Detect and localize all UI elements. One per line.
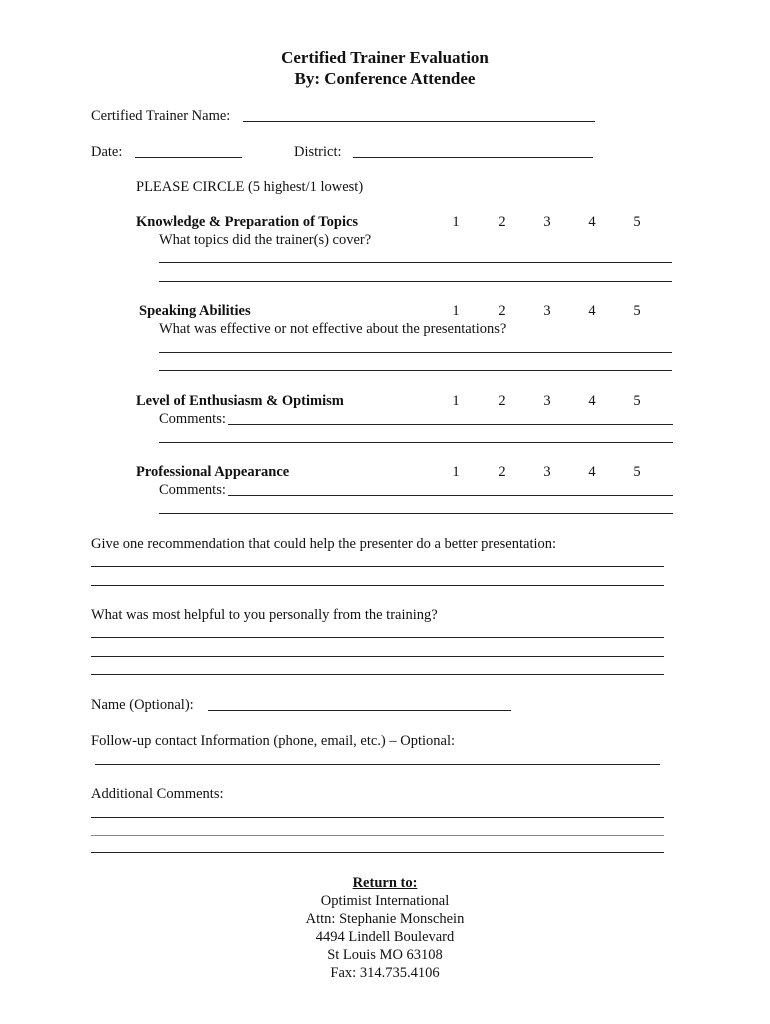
return-heading: [0, 874, 770, 892]
rating-title-appearance: Professional Appearance: [136, 464, 290, 480]
answer-line[interactable]: [91, 835, 664, 836]
answer-line[interactable]: [91, 637, 664, 638]
rating-title-speaking: Speaking Abilities: [139, 303, 251, 319]
rating-option[interactable]: 4: [588, 214, 596, 230]
district-label: District:: [294, 144, 342, 160]
answer-line[interactable]: [91, 852, 664, 853]
rating-option[interactable]: 2: [498, 303, 506, 319]
answer-line[interactable]: [91, 674, 664, 675]
return-city: St Louis MO 63108: [327, 947, 443, 963]
rating-option[interactable]: 4: [588, 303, 596, 319]
rating-option[interactable]: 5: [633, 303, 641, 319]
rating-option[interactable]: 3: [543, 464, 551, 480]
rating-option[interactable]: 2: [498, 393, 506, 409]
rating-option[interactable]: 1: [452, 303, 460, 319]
rating-comments-enthusiasm: Comments:: [159, 411, 226, 427]
comment-line[interactable]: [228, 424, 673, 425]
rating-question-speaking: What was effective or not effective about the presentations?: [159, 321, 507, 337]
name-optional-field[interactable]: [208, 710, 511, 711]
answer-line[interactable]: [91, 817, 664, 818]
followup-field[interactable]: [95, 764, 660, 765]
answer-line[interactable]: [159, 352, 672, 353]
most-helpful-question: What was most helpful to you personally from the training?: [91, 607, 438, 623]
date-field[interactable]: [135, 157, 242, 158]
recommendation-question: Give one recommendation that could help the presenter do a better presentation:: [91, 536, 557, 552]
rating-option[interactable]: 2: [498, 464, 506, 480]
trainer-name-label: Certified Trainer Name:: [91, 108, 231, 124]
rating-title-enthusiasm: Level of Enthusiasm & Optimism: [136, 393, 344, 409]
rating-question-knowledge: What topics did the trainer(s) cover?: [159, 232, 372, 248]
comment-line[interactable]: [159, 513, 673, 514]
comment-line[interactable]: [159, 442, 673, 443]
district-field[interactable]: [353, 157, 593, 158]
return-attn: Attn: Stephanie Monschein: [305, 911, 465, 927]
rating-option[interactable]: 4: [588, 393, 596, 409]
followup-question: Follow-up contact Information (phone, email, etc.) – Optional:: [91, 733, 456, 749]
rating-option[interactable]: 2: [498, 214, 506, 230]
rating-option[interactable]: 1: [452, 214, 460, 230]
rating-option[interactable]: 5: [633, 393, 641, 409]
rating-option[interactable]: 1: [452, 464, 460, 480]
return-street: 4494 Lindell Boulevard: [315, 929, 455, 945]
answer-line[interactable]: [91, 566, 664, 567]
rating-option[interactable]: 3: [543, 214, 551, 230]
circle-instructions: PLEASE CIRCLE (5 highest/1 lowest): [136, 179, 364, 195]
additional-comments-label: Additional Comments:: [91, 786, 224, 802]
rating-option[interactable]: 5: [633, 214, 641, 230]
comment-line[interactable]: [228, 495, 673, 496]
return-fax: Fax: 314.735.4106: [330, 965, 440, 981]
rating-title-knowledge: Knowledge & Preparation of Topics: [136, 214, 359, 230]
rating-option[interactable]: 1: [452, 393, 460, 409]
form-title: Certified Trainer Evaluation: [281, 48, 489, 67]
rating-option[interactable]: 3: [543, 393, 551, 409]
answer-line[interactable]: [91, 656, 664, 657]
name-optional-label: Name (Optional):: [91, 697, 194, 713]
return-heading-text: Return to:: [352, 875, 418, 891]
answer-line[interactable]: [159, 262, 672, 263]
rating-comments-appearance: Comments:: [159, 482, 226, 498]
return-org: Optimist International: [320, 893, 450, 909]
answer-line[interactable]: [159, 370, 672, 371]
rating-option[interactable]: 3: [543, 303, 551, 319]
date-label: Date:: [91, 144, 123, 160]
trainer-name-field[interactable]: [243, 121, 595, 122]
form-subtitle: By: Conference Attendee: [294, 69, 476, 88]
rating-option[interactable]: 4: [588, 464, 596, 480]
answer-line[interactable]: [159, 281, 672, 282]
answer-line[interactable]: [91, 585, 664, 586]
rating-option[interactable]: 5: [633, 464, 641, 480]
